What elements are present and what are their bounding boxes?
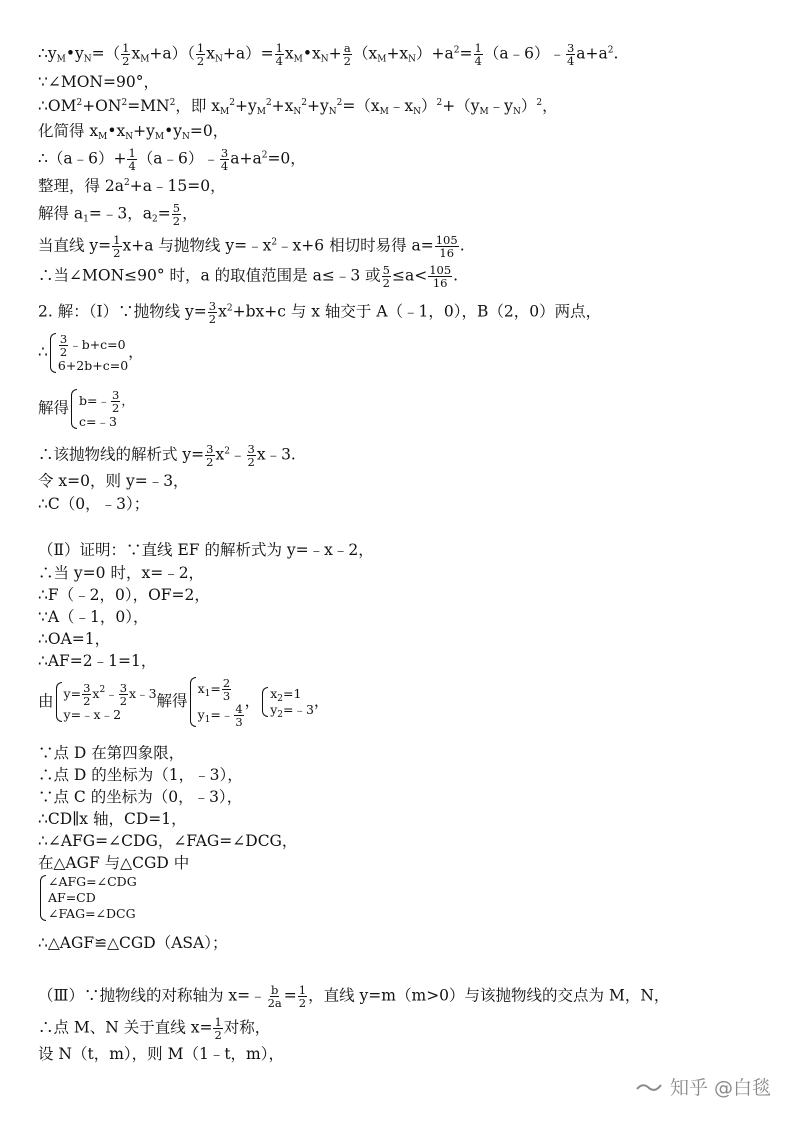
equation-system: y= $\frac{3}{2}$ $x^2﹣$ $\frac{3}{2}$ x﹣3 y=﹣x﹣2: [56, 681, 157, 723]
line-15: ∴C（0，﹣3）；: [38, 495, 150, 513]
equation-system: $\frac{3}{2}$ ﹣b+c=0 6+2b+c=0: [50, 332, 128, 374]
line-12: 解得 b=﹣ $\frac{3}{2}$ ， c=﹣3: [38, 388, 134, 429]
fraction: $\frac{3}{2}$: [83, 681, 91, 708]
fraction: $\frac{3}{4}$: [566, 41, 575, 68]
equation-system: ∠AFG=∠CDG AF=CD ∠FAG=∠DCG: [40, 874, 137, 922]
line-16: （Ⅱ）证明：∵直线 EF 的解析式为 y=﹣x﹣2，: [38, 541, 374, 559]
line-25: ∵点 C 的坐标为（0，﹣3），: [38, 788, 243, 806]
fraction: $\frac{1}{2}$: [298, 983, 307, 1010]
fraction: $\frac{1}{2}$: [196, 41, 205, 68]
fraction: $\frac{1}{4}$: [275, 41, 283, 68]
line-24: ∴点 D 的坐标为（1，﹣3），: [38, 766, 243, 784]
fraction: $\frac{4}{3}$: [235, 702, 243, 729]
line-29: [38, 874, 137, 922]
line-13: ∴该抛物线的解析式 y= $\frac{3}{2}$ $x^2﹣$ $\frac{3}{2}$ x﹣3.: [38, 442, 296, 469]
line-6: 整理，得 $2a^2+a﹣15=0$，: [38, 177, 226, 195]
line-20: ∴OA=1，: [38, 630, 111, 648]
fraction: $\frac{a}{2}$: [343, 41, 351, 68]
line-7: 解得 $a_1=﹣3$，$a_2=$ $\frac{5}{2}$ ，: [38, 201, 198, 228]
line-10: 2. 解：（Ⅰ）∵抛物线 y= $\frac{3}{2}$ $x^2+bx+c$ 与 x 轴交于 A（﹣1，0），B（2，0）两点，: [38, 299, 602, 326]
fraction: $\frac{1}{2}$: [214, 1015, 222, 1042]
fraction: $\frac{1}{2}$: [122, 41, 130, 68]
fraction: $\frac{105}{16}$: [435, 233, 458, 260]
fraction: $\frac{3}{2}$: [119, 681, 128, 708]
fraction: $\frac{5}{2}$: [382, 263, 390, 290]
line-9: ∴当∠MON≤90° 时，a 的取值范围是 a≤﹣3 或 $\frac{5}{2}$ ≤a< $\frac{105}{16}$ .: [38, 263, 459, 290]
line-28: 在△AGF 与△CGD 中: [38, 854, 190, 872]
line-8: 当直线 y= $\frac{1}{2}$ x+a 与抛物线 $y=﹣x^2﹣x+6$ 相切时易得 a= $\frac{105}{16}$ .: [38, 233, 465, 260]
equation-system: b=﹣ $\frac{3}{2}$ ， c=﹣3: [71, 388, 134, 430]
fraction: $\frac{105}{16}$: [429, 263, 452, 290]
line-31: （Ⅲ）∵抛物线的对称轴为 x=﹣ $\frac{b}{2a}$ = $\frac{1}{2}$ ，直线 y=m（m>0）与该抛物线的交点为 M，N，: [38, 983, 670, 1010]
fraction: $\frac{5}{2}$: [172, 201, 181, 228]
line-21: ∴AF=2﹣1=1，: [38, 652, 157, 670]
line-23: ∵点 D 在第四象限，: [38, 744, 185, 762]
line-11: ∴ $\frac{3}{2}$ ﹣b+c=0 6+2b+c=0 ，: [38, 332, 144, 373]
line-27: ∴∠AFG=∠CDG，∠FAG=∠DCG，: [38, 832, 298, 850]
watermark-text: 知乎 @白毯: [669, 1077, 771, 1099]
fraction: $\frac{2}{3}$: [222, 676, 231, 703]
fraction: $\frac{1}{4}$: [474, 41, 482, 68]
line-1: $\therefore y_M•y_N=$（ $\frac{1}{2}$ $x_M+a$）（ $\frac{1}{2}$ $x_N+a)=$ $\frac{1}{4}$ $x_M•x_N+$ $\frac{a}{2}$ $(x_M+x_N)+a^2=$ $\frac{1}{4}$ （a﹣6）﹣ $\frac{3}{4}$ $a+a^2$.: [38, 41, 619, 68]
fraction: $\frac{1}{4}$: [128, 146, 136, 173]
fraction: $\frac{3}{2}$: [112, 388, 120, 415]
fraction: $\frac{3}{2}$: [247, 442, 255, 469]
equation-system: $x_2=1$ $y_2=﹣3$: [262, 686, 314, 718]
fraction: $\frac{1}{2}$: [113, 233, 121, 260]
line-5: ∴（a﹣6）+ $\frac{1}{4}$ （a﹣6）﹣ $\frac{3}{4}$ $a+a^2=0$，: [38, 146, 306, 173]
fraction: $\frac{3}{2}$: [206, 442, 214, 469]
line-30: ∴△AGF≌△CGD（ASA）；: [38, 934, 228, 952]
zhihu-logo-icon: [636, 1080, 662, 1094]
line-19: ∵A（﹣1，0），: [38, 608, 149, 626]
equation-system: $x_1=$ $\frac{2}{3}$ $y_1=﹣$ $\frac{4}{3}$: [190, 676, 245, 728]
fraction: $\frac{b}{2a}$: [267, 983, 282, 1010]
line-18: ∴F（﹣2，0），OF=2，: [38, 586, 210, 604]
line-26: ∴CD∥x 轴，CD=1，: [38, 810, 187, 828]
line-14: 令 x=0，则 y=﹣3，: [38, 472, 189, 490]
watermark: [636, 1073, 771, 1100]
fraction: $\frac{3}{2}$: [208, 299, 217, 326]
line-22: 由 y= $\frac{3}{2}$ $x^2﹣$ $\frac{3}{2}$ x﹣3 y=﹣x﹣2 解得 $x_1=$ $\frac{2}{3}$ $y_1=﹣$ $\frac{4}{3}$ ， $x_2=1$ $y_2=﹣3$ ，: [38, 676, 330, 729]
fraction: $\frac{3}{2}$: [59, 332, 68, 359]
fraction: $\frac{3}{4}$: [220, 146, 229, 173]
line-4: 化简得 $x_M•x_N+y_M•y_N=0$，: [38, 122, 229, 142]
line-17: ∴当 y=0 时，x=﹣2，: [38, 564, 205, 582]
line-32: ∴点 M、N 关于直线 x= $\frac{1}{2}$ 对称，: [38, 1015, 271, 1042]
line-2: ∵∠MON=90°，: [38, 73, 159, 91]
line-3: $\therefore OM^2+ON^2=MN^2$，即 $x_M^2+y_M^2+x_N^2+y_N^2=(x_M﹣x_N)^2+(y_M﹣y_N)^2$，: [38, 97, 558, 117]
line-33: 设 N（t，m），则 M（1﹣t，m），: [38, 1045, 285, 1063]
